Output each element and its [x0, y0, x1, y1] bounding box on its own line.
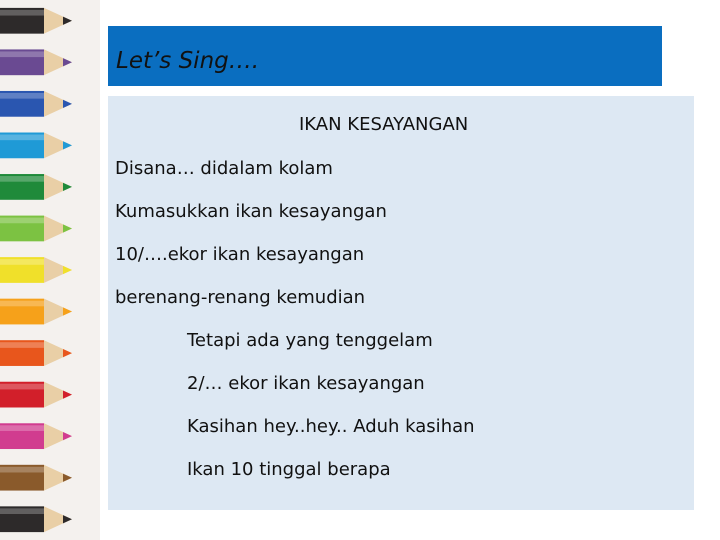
pencil: [0, 133, 72, 159]
pencil: [0, 49, 72, 75]
pencil: [0, 91, 72, 117]
pencil: [0, 216, 72, 242]
pencils-illustration: [0, 0, 100, 540]
pencil: [0, 299, 72, 325]
lyric-line: Kasihan hey..hey.. Aduh kasihan: [187, 416, 475, 437]
slide-title: Let’s Sing….: [116, 48, 260, 74]
lyric-line: 10/….ekor ikan kesayangan: [115, 244, 365, 265]
pencil: [0, 465, 72, 491]
pencil: [0, 340, 72, 366]
song-title: IKAN KESAYANGAN: [299, 114, 469, 135]
title-bar: [108, 26, 662, 86]
lyric-line: berenang-renang kemudian: [115, 287, 366, 308]
pencil: [0, 506, 72, 532]
lyrics-panel: [108, 96, 694, 510]
lyric-line: 2/… ekor ikan kesayangan: [187, 373, 425, 394]
pencil: [0, 8, 72, 34]
colored-pencils-image: [0, 0, 100, 540]
lyric-line: Disana… didalam kolam: [115, 158, 333, 179]
pencil: [0, 382, 72, 408]
pencil: [0, 257, 72, 283]
pencil: [0, 174, 72, 200]
pencil: [0, 423, 72, 449]
lyric-line: Ikan 10 tinggal berapa: [187, 459, 391, 480]
lyric-line: Kumasukkan ikan kesayangan: [115, 201, 387, 222]
lyric-line: Tetapi ada yang tenggelam: [187, 330, 433, 351]
